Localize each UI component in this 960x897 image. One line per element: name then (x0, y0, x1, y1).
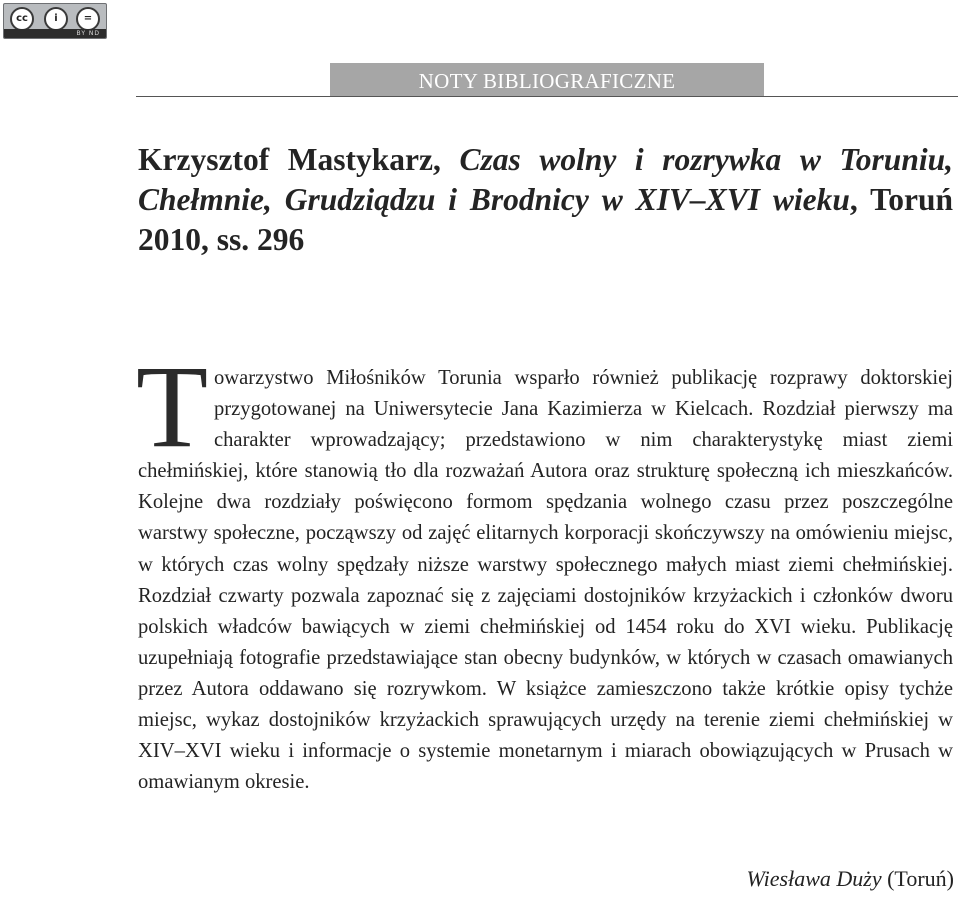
review-text (138, 363, 953, 798)
book-author: Krzysztof Mastykarz, (138, 142, 460, 177)
review-paragraph: owarzystwo Miłośników Torunia wsparło również publikację rozprawy doktorskiej przygotowanej na Uniwersytecie Jana Kazimierza w Kielcach. Rozdział pierwszy ma charakter wprowadzający; przedstawiono w nim charakterystykę miast ziemi chełmińskiej, które stanowią tło dla rozważań Autora oraz strukturę społeczną ich mieszkańców. Kolejne dwa rozdziały poświęcono formom spędzania wolnego czasu przez poszczególne warstwy społeczne, począwszy od zajęć elitarnych korporacji skończywszy na omówieniu miejsc, w których czas wolny spędzały niższe warstwy społecznego małych miast ziemi chełmińskiej. Rozdział czwarty pozwala zapoznać się z zajęciami dostojników krzyżackich i członków dworu polskich władców bawiących w ziemi chełmińskiej od 1454 roku do XVI wieku. Publikację uzupełniają fotografie przedstawiające stan obecny budynków, w których w czasach omawianych przez Autora oddawano się rozrywkom. W książce zamieszczono także krótkie opisy tychże miejsc, wykaz dostojników krzyżackich sprawujących urzędy na terenie ziemi chełmińskiej w XIV–XVI wieku i informacje o systemie monetarnym i miarach obowiązujących w Prusach w omawianym okresie. (138, 367, 953, 794)
publication-details: , Toruń 2010, ss. 296 (138, 182, 953, 257)
no-derivatives-icon: = (76, 7, 100, 31)
review-heading (138, 140, 953, 260)
attribution-icon: i (44, 7, 68, 31)
creative-commons-icon: cc (10, 7, 34, 31)
drop-cap-space (138, 363, 214, 453)
reviewer-signature (747, 866, 954, 892)
license-caption: BY ND (4, 29, 106, 38)
drop-cap: T (136, 341, 209, 472)
book-title: Czas wolny i rozrywka w Toruniu, Chełmnie, Grudziądzu i Brodnicy w XIV–XVI wieku (138, 142, 953, 217)
reviewer-name: Wiesława Duży (746, 866, 882, 891)
section-divider (136, 96, 958, 97)
section-title: NOTY BIBLIOGRAFICZNE (330, 63, 764, 97)
reviewer-affiliation: (Toruń) (881, 866, 954, 891)
cc-by-nd-license-badge (3, 3, 107, 39)
